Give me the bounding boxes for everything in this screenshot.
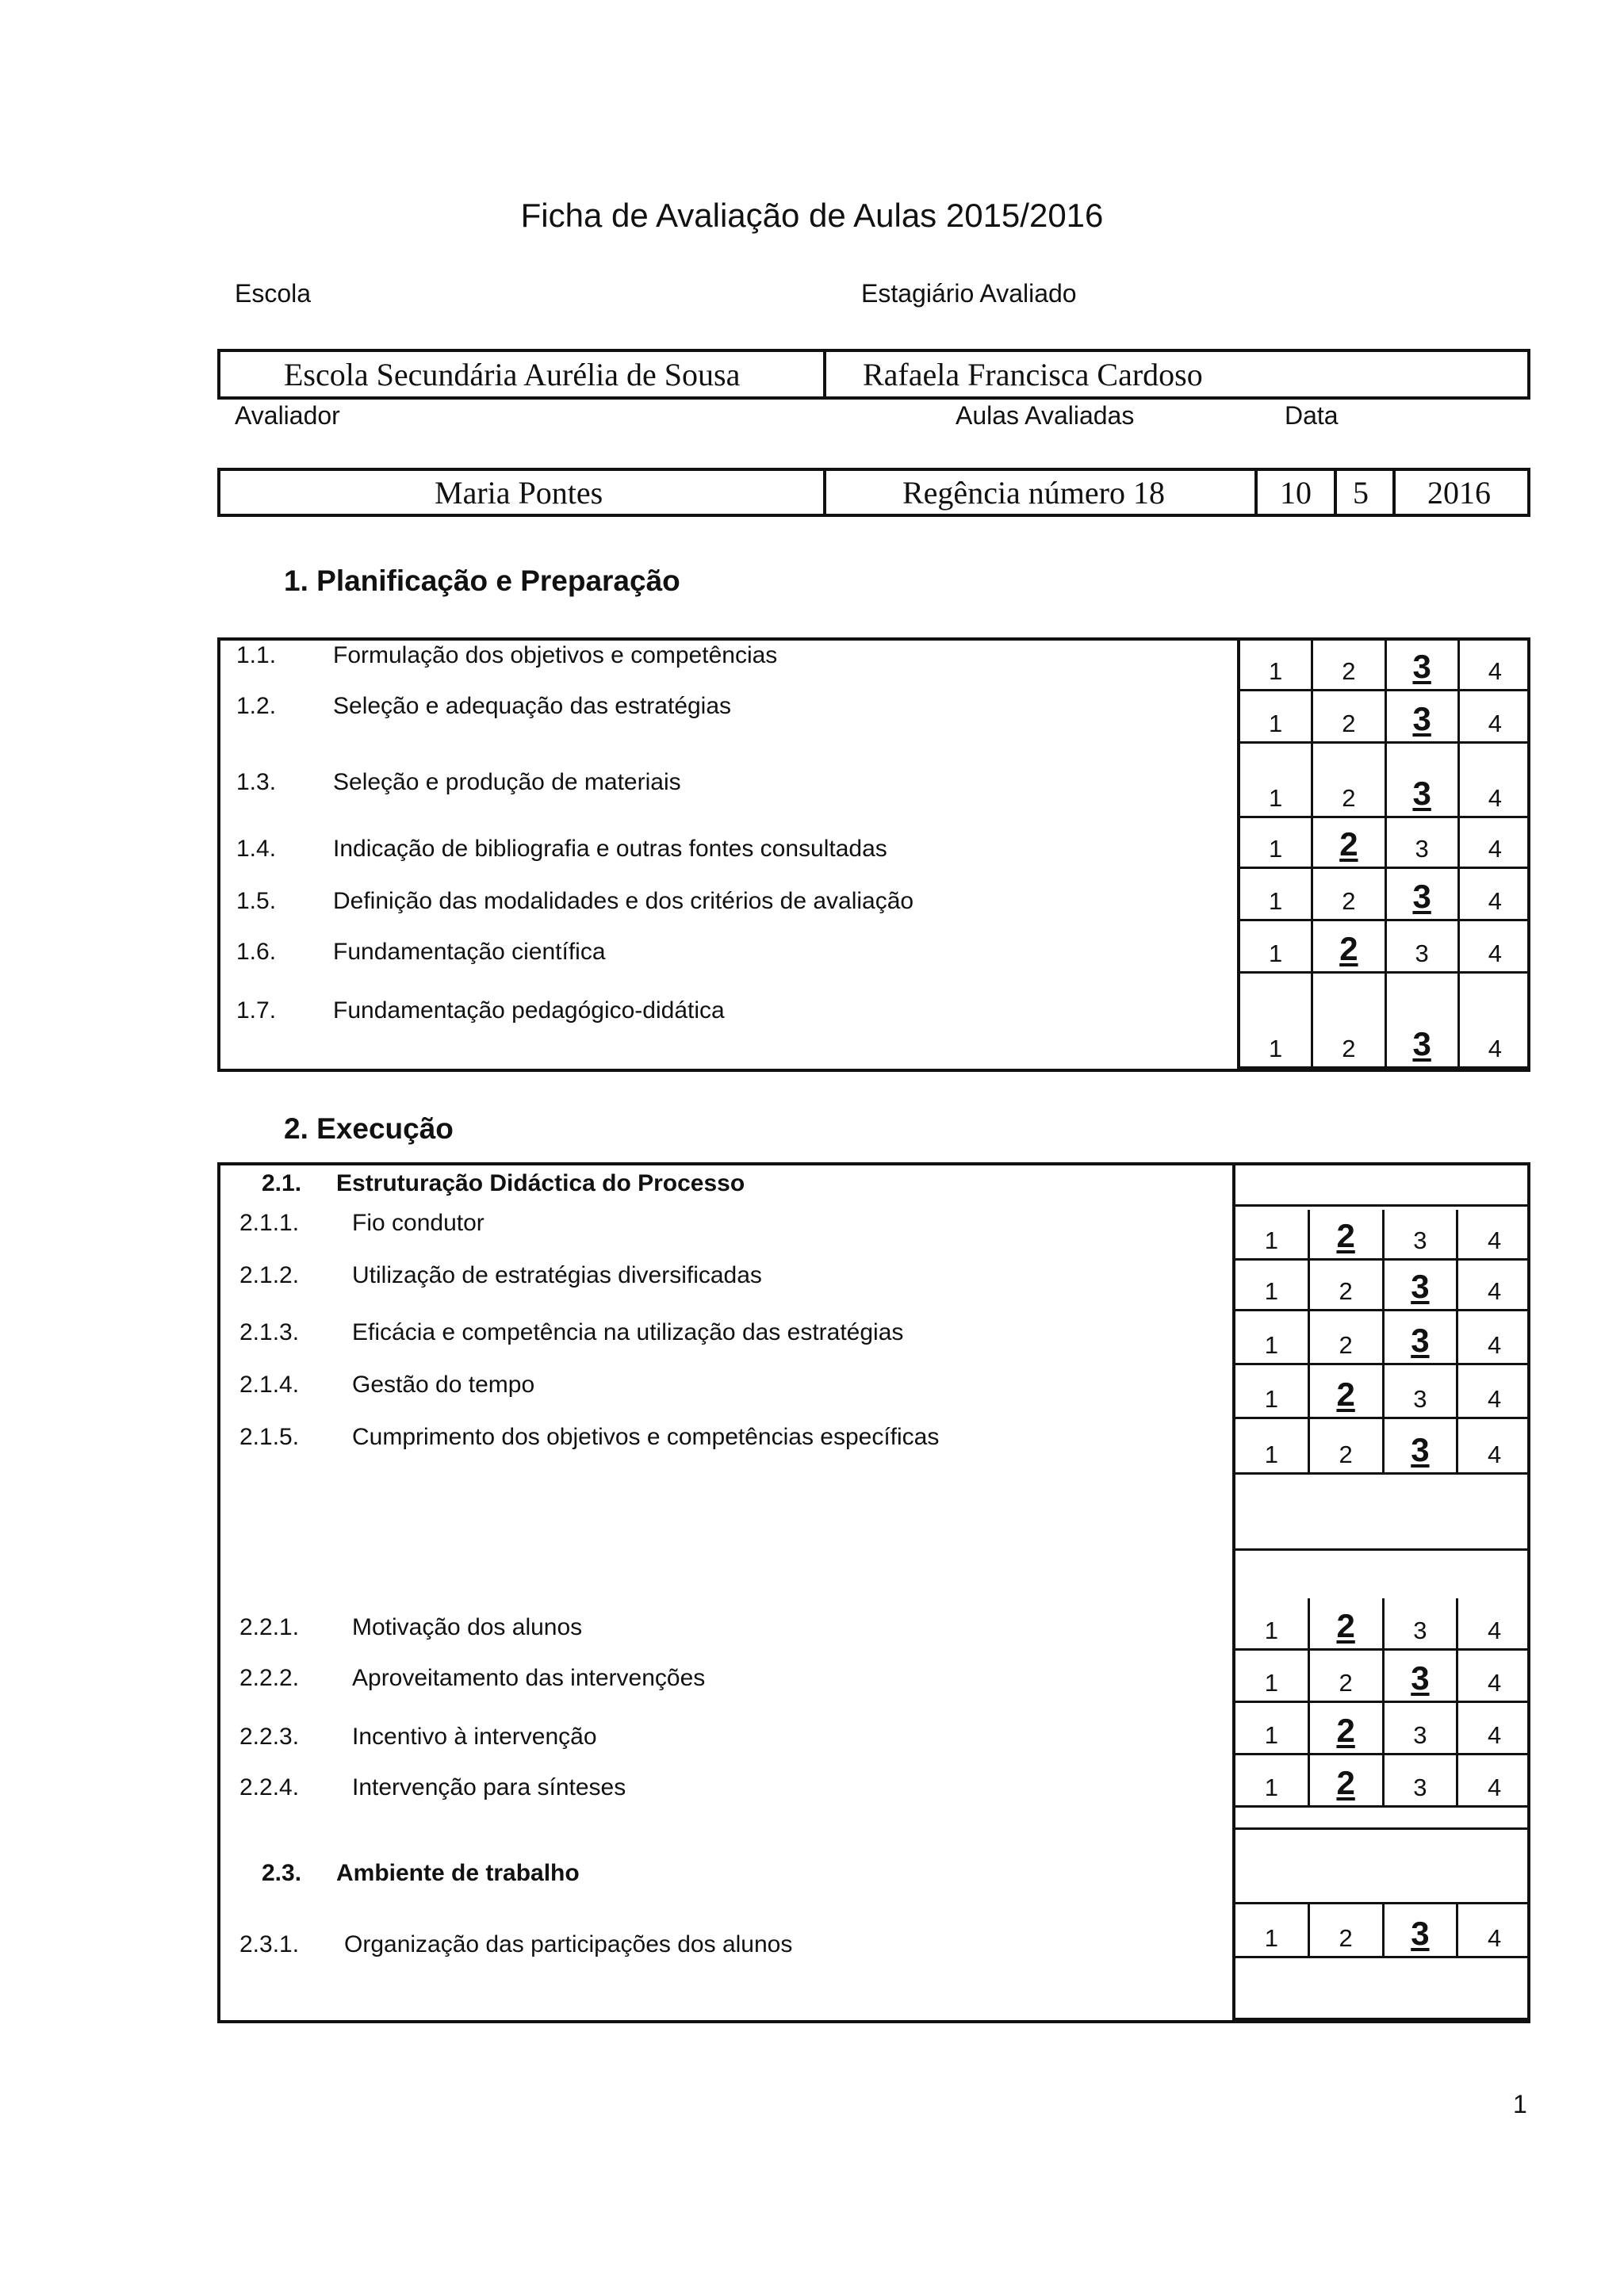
score-option-2[interactable]: 2 — [1308, 1703, 1382, 1753]
evaluator-value: Maria Pontes — [435, 474, 603, 511]
item-number: 1.1. — [236, 642, 277, 668]
evaluator-box — [217, 468, 1530, 517]
score-option-2[interactable]: 2 — [1308, 1419, 1382, 1472]
blank-score-row — [1235, 1958, 1530, 2020]
item-number: 1.3. — [236, 769, 277, 795]
score-option-1[interactable]: 1 — [1269, 887, 1283, 915]
score-row — [1235, 1651, 1530, 1703]
item-text: Motivação dos alunos — [352, 1614, 583, 1640]
score-option-2[interactable]: 2 — [1308, 1755, 1382, 1805]
item-text: Seleção e adequação das estratégias — [333, 693, 732, 719]
escola-label: Escola — [235, 279, 312, 308]
score-option-3[interactable]: 3 — [1382, 1365, 1457, 1417]
score-option-1[interactable]: 1 — [1264, 1226, 1278, 1254]
score-option-3[interactable]: 3 — [1382, 1419, 1457, 1472]
score-option-3[interactable]: 3 — [1385, 921, 1457, 971]
score-row — [1240, 691, 1530, 744]
score-option-4[interactable]: 4 — [1457, 974, 1530, 1066]
item-number: 2.2.1. — [239, 1614, 300, 1640]
item-text: Fundamentação científica — [333, 939, 606, 965]
item-text: Intervenção para sínteses — [352, 1774, 626, 1800]
school-value: Escola Secundária Aurélia de Sousa — [284, 356, 741, 392]
item-number: 2.1.3. — [239, 1319, 300, 1345]
section-1-table — [217, 637, 1530, 1072]
score-option-2[interactable]: 2 — [1308, 1904, 1382, 1956]
score-option-4[interactable]: 4 — [1456, 1261, 1530, 1309]
score-option-1[interactable]: 1 — [1269, 1035, 1283, 1062]
item-text: Fio condutor — [352, 1210, 485, 1236]
score-option-3[interactable]: 3 — [1385, 691, 1457, 741]
item-number: 2.1.1. — [239, 1210, 300, 1236]
score-option-2[interactable]: 2 — [1311, 818, 1384, 867]
score-row — [1240, 869, 1530, 921]
score-option-4[interactable]: 4 — [1456, 1703, 1530, 1753]
score-row — [1235, 1419, 1530, 1475]
item-number: 2.2.3. — [239, 1724, 300, 1750]
date-year: 2016 — [1427, 474, 1491, 511]
score-row — [1235, 1261, 1530, 1311]
score-option-2[interactable]: 2 — [1311, 974, 1384, 1066]
score-option-3[interactable]: 3 — [1385, 744, 1457, 816]
score-row — [1235, 1703, 1530, 1755]
score-option-3[interactable]: 3 — [1385, 641, 1457, 689]
score-option-2[interactable]: 2 — [1311, 744, 1384, 816]
score-option-2[interactable]: 2 — [1311, 691, 1384, 741]
score-option-1[interactable]: 1 — [1264, 1385, 1278, 1413]
item-text: Organização das participações dos alunos — [344, 1931, 793, 1957]
aulas-label: Aulas Avaliadas — [956, 401, 1135, 430]
score-row — [1240, 921, 1530, 974]
score-option-3[interactable]: 3 — [1382, 1703, 1457, 1753]
score-option-1[interactable]: 1 — [1264, 1277, 1278, 1305]
item-number: 2.2.2. — [239, 1665, 300, 1691]
score-option-1[interactable]: 1 — [1264, 1669, 1278, 1697]
score-option-1[interactable]: 1 — [1264, 1441, 1278, 1468]
score-option-4[interactable]: 4 — [1457, 641, 1530, 689]
item-text: Aproveitamento das intervenções — [352, 1665, 706, 1691]
item-number: 1.2. — [236, 693, 277, 719]
section-2-table — [217, 1162, 1530, 2023]
section-2-score-column — [1232, 1165, 1530, 2020]
score-option-4[interactable]: 4 — [1456, 1419, 1530, 1472]
score-option-4[interactable]: 4 — [1456, 1904, 1530, 1956]
item-number: 2.1.4. — [239, 1372, 300, 1398]
score-option-2[interactable]: 2 — [1308, 1210, 1382, 1258]
score-option-3[interactable]: 3 — [1385, 818, 1457, 867]
score-option-4[interactable]: 4 — [1457, 869, 1530, 919]
avaliador-label: Avaliador — [235, 401, 340, 430]
item-number: 2.1.5. — [239, 1424, 300, 1450]
score-option-4[interactable]: 4 — [1457, 691, 1530, 741]
item-text: Utilização de estratégias diversificadas — [352, 1262, 762, 1288]
score-row — [1240, 641, 1530, 691]
data-label: Data — [1285, 401, 1339, 430]
item-text: Incentivo à intervenção — [352, 1724, 597, 1750]
score-row — [1240, 744, 1530, 818]
score-row — [1240, 818, 1530, 869]
item-number: 2.3.1. — [239, 1931, 300, 1957]
blank-score-row — [1235, 1475, 1530, 1551]
estagiario-label: Estagiário Avaliado — [861, 279, 1077, 308]
sub-2-3-title: Ambiente de trabalho — [336, 1860, 580, 1886]
score-option-3[interactable]: 3 — [1382, 1755, 1457, 1805]
page-number: 1 — [1513, 2090, 1527, 2118]
score-option-2[interactable]: 2 — [1311, 869, 1384, 919]
item-number: 2.2.4. — [239, 1774, 300, 1800]
score-row — [1235, 1365, 1530, 1419]
blank-score-row — [1235, 1165, 1530, 1207]
section-2-heading: 2. Execução — [284, 1112, 454, 1145]
score-option-4[interactable]: 4 — [1457, 744, 1530, 816]
section-1-heading: 1. Planificação e Preparação — [284, 564, 680, 597]
score-option-2[interactable]: 2 — [1308, 1651, 1382, 1701]
score-option-1[interactable]: 1 — [1264, 1721, 1278, 1749]
score-option-4[interactable]: 4 — [1456, 1598, 1530, 1648]
page-title: Ficha de Avaliação de Aulas 2015/2016 — [520, 197, 1104, 234]
date-month: 5 — [1353, 474, 1369, 511]
score-option-2[interactable]: 2 — [1308, 1261, 1382, 1309]
score-option-4[interactable]: 4 — [1457, 818, 1530, 867]
score-option-1[interactable]: 1 — [1269, 657, 1283, 685]
score-option-3[interactable]: 3 — [1382, 1210, 1457, 1258]
score-option-1[interactable]: 1 — [1264, 1774, 1278, 1801]
item-text: Formulação dos objetivos e competências — [333, 642, 778, 668]
score-option-1[interactable]: 1 — [1269, 835, 1283, 863]
score-option-3[interactable]: 3 — [1382, 1904, 1457, 1956]
item-number: 1.4. — [236, 836, 277, 862]
sub-2-1-title: Estruturação Didáctica do Processo — [336, 1170, 745, 1196]
section-1-score-column — [1237, 641, 1530, 1069]
score-option-2[interactable]: 2 — [1311, 641, 1384, 689]
item-number: 2.1.2. — [239, 1262, 300, 1288]
score-option-1[interactable]: 1 — [1264, 1331, 1278, 1359]
score-option-4[interactable]: 4 — [1456, 1311, 1530, 1363]
score-option-2[interactable]: 2 — [1311, 921, 1384, 971]
item-number: 1.7. — [236, 997, 277, 1024]
item-text: Seleção e produção de materiais — [333, 769, 681, 795]
score-option-3[interactable]: 3 — [1382, 1598, 1457, 1648]
sub-2-1-number: 2.1. — [262, 1170, 302, 1196]
score-row — [1235, 1755, 1530, 1808]
score-row — [1240, 974, 1530, 1069]
score-option-1[interactable]: 1 — [1264, 1924, 1278, 1952]
score-option-2[interactable]: 2 — [1308, 1311, 1382, 1363]
item-text: Definição das modalidades e dos critérios de avaliação — [333, 888, 914, 914]
score-option-1[interactable]: 1 — [1269, 784, 1283, 812]
item-text: Cumprimento dos objetivos e competências específicas — [352, 1424, 940, 1450]
item-text: Gestão do tempo — [352, 1372, 535, 1398]
score-option-1[interactable]: 1 — [1269, 710, 1283, 737]
score-option-3[interactable]: 3 — [1385, 869, 1457, 919]
score-option-2[interactable]: 2 — [1308, 1598, 1382, 1648]
item-number: 1.6. — [236, 939, 277, 965]
item-text: Fundamentação pedagógico-didática — [333, 997, 725, 1024]
date-day: 10 — [1280, 474, 1312, 511]
score-option-1[interactable]: 1 — [1269, 939, 1283, 967]
score-option-3[interactable]: 3 — [1382, 1311, 1457, 1363]
trainee-value: Rafaela Francisca Cardoso — [863, 356, 1203, 392]
score-option-3[interactable]: 3 — [1382, 1261, 1457, 1309]
blank-score-row — [1235, 1830, 1530, 1904]
score-option-2[interactable]: 2 — [1308, 1365, 1382, 1417]
score-row — [1235, 1210, 1530, 1261]
score-option-4[interactable]: 4 — [1457, 921, 1530, 971]
item-text: Indicação de bibliografia e outras fontes consultadas — [333, 836, 887, 862]
score-option-4[interactable]: 4 — [1456, 1755, 1530, 1805]
sub-2-3-number: 2.3. — [262, 1860, 302, 1886]
item-text: Eficácia e competência na utilização das estratégias — [352, 1319, 904, 1345]
score-row — [1235, 1598, 1530, 1651]
score-option-4[interactable]: 4 — [1456, 1210, 1530, 1258]
score-option-4[interactable]: 4 — [1456, 1365, 1530, 1417]
score-row — [1235, 1904, 1530, 1958]
score-option-4[interactable]: 4 — [1456, 1651, 1530, 1701]
school-trainee-box — [217, 349, 1530, 400]
score-option-1[interactable]: 1 — [1264, 1617, 1278, 1644]
score-option-3[interactable]: 3 — [1385, 974, 1457, 1066]
score-option-3[interactable]: 3 — [1382, 1651, 1457, 1701]
lesson-value: Regência número 18 — [902, 474, 1165, 511]
score-row — [1235, 1311, 1530, 1365]
item-number: 1.5. — [236, 888, 277, 914]
